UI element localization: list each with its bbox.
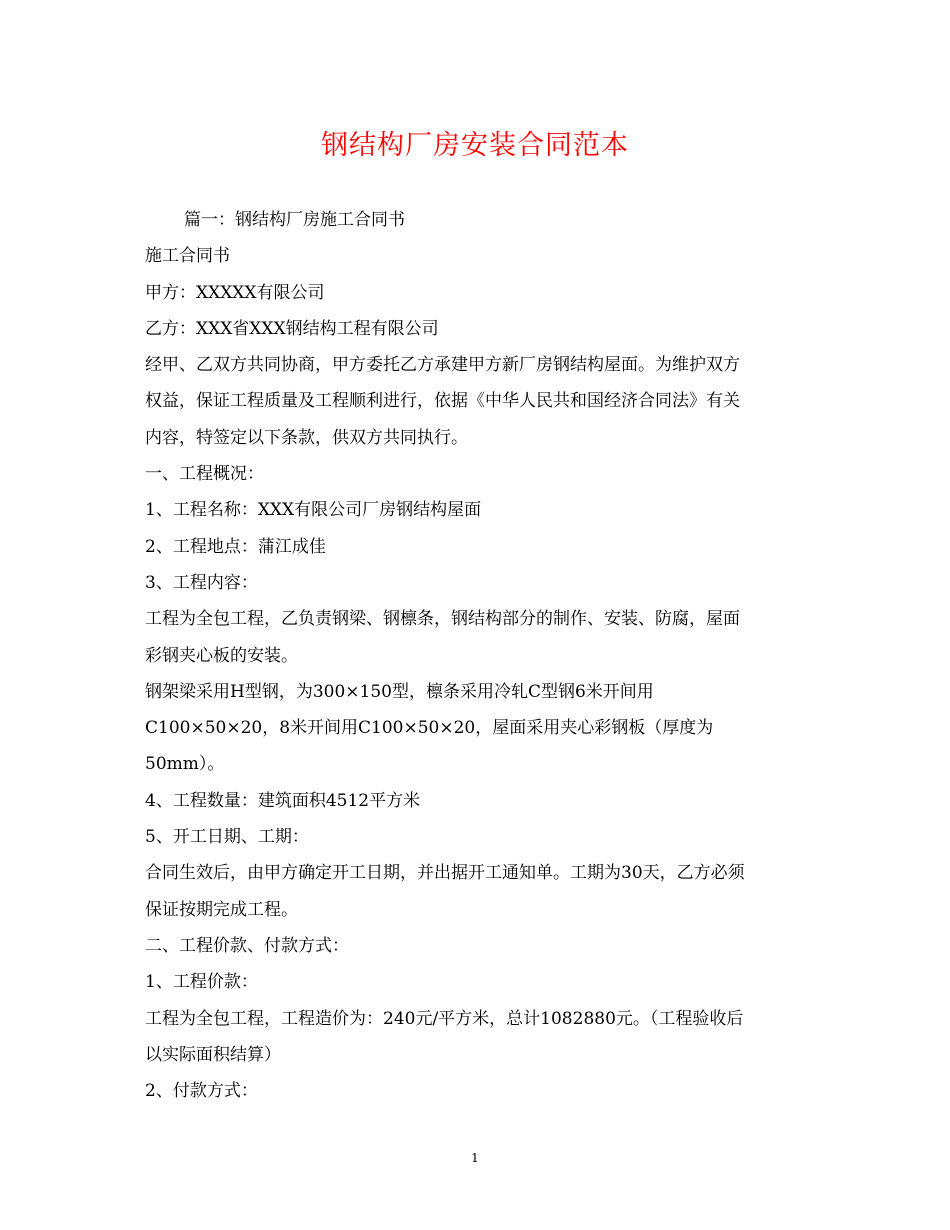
paragraph-line: 保证按期完成工程。 (145, 899, 298, 920)
paragraph-line: 彩钢夹心板的安装。 (145, 645, 298, 666)
paragraph-item: 4、工程数量：建筑面积4512平方米 (145, 790, 421, 811)
paragraph-heading: 一、工程概况： (145, 464, 264, 485)
page-number: 1 (471, 1151, 479, 1165)
paragraph-line: 以实际面积结算） (145, 1044, 281, 1065)
paragraph-item: 2、工程地点：蒲江成佳 (145, 536, 326, 557)
paragraph-party-b: 乙方：XXX省XXX钢结构工程有限公司 (145, 318, 439, 339)
paragraph-line: 钢架梁采用H型钢，为300×150型，檩条采用冷轧C型钢6米开间用 (145, 681, 654, 702)
document-title: 钢结构厂房安装合同范本 (321, 130, 629, 161)
document-body (145, 202, 810, 1109)
paragraph-line: 权益，保证工程质量及工程顺利进行，依据《中华人民共和国经济合同法》有关 (145, 391, 740, 412)
paragraph-item: 1、工程名称：XXX有限公司厂房钢结构屋面 (145, 500, 482, 521)
paragraph-line: 合同生效后，由甲方确定开工日期，并出据开工通知单。工期为30天，乙方必须 (145, 863, 745, 884)
paragraph-line: 内容，特签定以下条款，供双方共同执行。 (145, 427, 468, 448)
paragraph-line: C100×50×20，8米开间用C100×50×20，屋面采用夹心彩钢板（厚度为 (145, 718, 714, 739)
paragraph-party-a: 甲方：XXXXX有限公司 (145, 282, 325, 303)
paragraph-line: 50mm）。 (145, 754, 225, 775)
paragraph-item: 3、工程内容： (145, 572, 258, 593)
paragraph-line: 经甲、乙双方共同协商，甲方委托乙方承建甲方新厂房钢结构屋面。为维护双方 (145, 355, 740, 376)
paragraph-heading: 二、工程价款、付款方式： (145, 935, 349, 956)
paragraph-section-heading: 篇一：钢结构厂房施工合同书 (184, 210, 405, 230)
paragraph-item: 2、付款方式： (145, 1081, 258, 1102)
paragraph-line: 工程为全包工程，乙负责钢梁、钢檩条，钢结构部分的制作、安装、防腐，屋面 (145, 609, 740, 630)
paragraph-item: 1、工程价款： (145, 972, 258, 993)
paragraph-line: 工程为全包工程，工程造价为：240元/平方米，总计1082880元。（工程验收后 (145, 1008, 744, 1029)
paragraph-item: 5、开工日期、工期： (145, 827, 309, 848)
paragraph-contract-name: 施工合同书 (145, 246, 230, 267)
